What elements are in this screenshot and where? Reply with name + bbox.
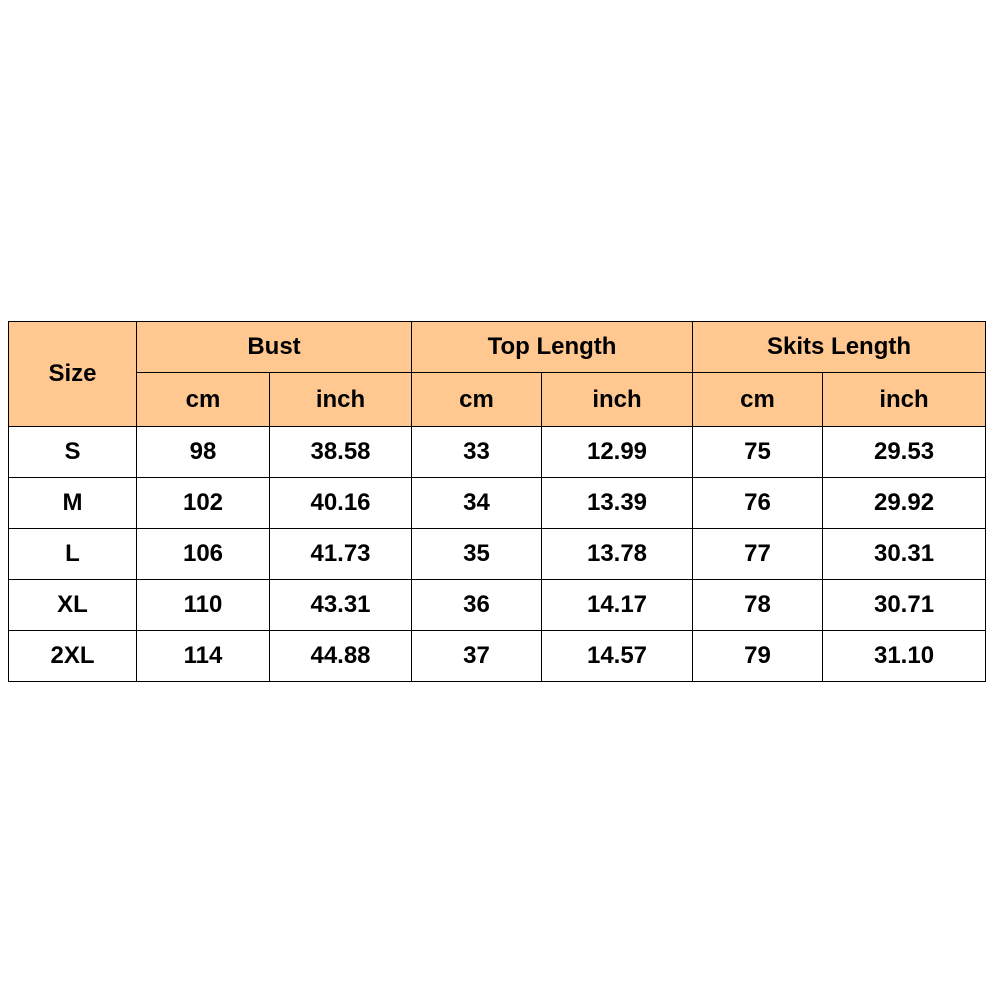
bust-inch-cell: 41.73 (270, 529, 412, 580)
skits-inch-cell: 29.92 (823, 478, 986, 529)
unit-header-skits-cm: cm (693, 373, 823, 427)
skits-cm-cell: 75 (693, 427, 823, 478)
skits-cm-cell: 78 (693, 580, 823, 631)
size-cell: M (9, 478, 137, 529)
skits-inch-cell: 31.10 (823, 631, 986, 682)
size-cell: 2XL (9, 631, 137, 682)
unit-header-skits-inch: inch (823, 373, 986, 427)
size-cell: L (9, 529, 137, 580)
table-row (9, 427, 986, 478)
top-cm-cell: 36 (412, 580, 542, 631)
group-header-skits-length: Skits Length (693, 322, 986, 373)
skits-cm-cell: 76 (693, 478, 823, 529)
size-cell: S (9, 427, 137, 478)
unit-header-top-inch: inch (542, 373, 693, 427)
bust-inch-cell: 43.31 (270, 580, 412, 631)
top-inch-cell: 14.17 (542, 580, 693, 631)
bust-cm-cell: 98 (137, 427, 270, 478)
bust-cm-cell: 110 (137, 580, 270, 631)
unit-header-bust-inch: inch (270, 373, 412, 427)
top-inch-cell: 13.78 (542, 529, 693, 580)
top-inch-cell: 12.99 (542, 427, 693, 478)
bust-inch-cell: 40.16 (270, 478, 412, 529)
bust-cm-cell: 106 (137, 529, 270, 580)
top-cm-cell: 37 (412, 631, 542, 682)
skits-cm-cell: 79 (693, 631, 823, 682)
table-row (9, 580, 986, 631)
header-row-groups (9, 322, 986, 373)
bust-cm-cell: 102 (137, 478, 270, 529)
table-row (9, 631, 986, 682)
group-header-bust: Bust (137, 322, 412, 373)
size-header: Size (9, 322, 137, 427)
table-row (9, 478, 986, 529)
top-inch-cell: 13.39 (542, 478, 693, 529)
top-cm-cell: 35 (412, 529, 542, 580)
top-inch-cell: 14.57 (542, 631, 693, 682)
table-row (9, 529, 986, 580)
unit-header-top-cm: cm (412, 373, 542, 427)
size-chart-table (8, 321, 986, 682)
skits-inch-cell: 30.31 (823, 529, 986, 580)
skits-inch-cell: 29.53 (823, 427, 986, 478)
top-cm-cell: 33 (412, 427, 542, 478)
header-row-units (9, 373, 986, 427)
top-cm-cell: 34 (412, 478, 542, 529)
skits-inch-cell: 30.71 (823, 580, 986, 631)
skits-cm-cell: 77 (693, 529, 823, 580)
group-header-top-length: Top Length (412, 322, 693, 373)
bust-cm-cell: 114 (137, 631, 270, 682)
bust-inch-cell: 38.58 (270, 427, 412, 478)
bust-inch-cell: 44.88 (270, 631, 412, 682)
size-cell: XL (9, 580, 137, 631)
unit-header-bust-cm: cm (137, 373, 270, 427)
